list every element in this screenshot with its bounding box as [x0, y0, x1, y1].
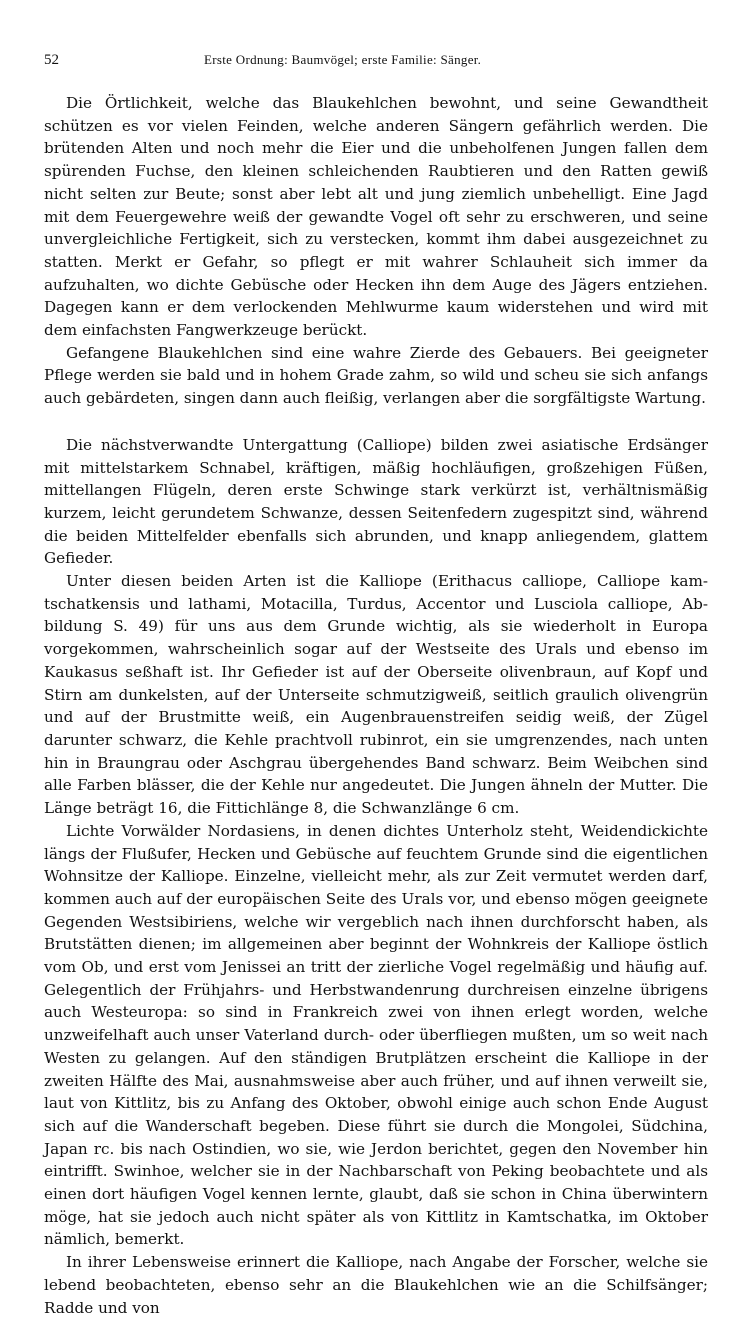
paragraph-predators: Die Örtlichkeit, welche das Blaukehlchen bewohnt, und seine Gewandtheit schützen es vor vielen Feinden, welche anderen Sängern gefährlich werden. Die brütenden Alten und noch mehr die Eier und die unbeholfenen Jungen fallen dem spürenden Fuchse, den kleinen schleichenden Raubtieren und den Ratten gewiß nicht selten zur Beute; sonst aber lebt alt und jung ziemlich unbehelligt. Eine Jagd mit dem Feuergewehre weiß der gewandte Vogel oft sehr zu erschweren, und seine unvergleichliche Fertigkeit, sich zu verstecken, kommt ihm dabei ausgezeichnet zu statten. Merkt er Gefahr, so pflegt er mit wahrer Schlauheit sich immer da aufzuhalten, wo dichte Gebüsche oder Hecken ihn dem Auge des Jägers entziehen. Dagegen kann er dem verlockenden Mehlwurme kaum widerstehen und wird mit dem einfachsten Fangwerkzeuge berückt.	[44, 94, 708, 340]
paragraph-calliope-lifestyle: In ihrer Lebensweise erinnert die Kalliope, nach Angabe der Forscher, welche sie lebend beobachteten, ebenso sehr an die Blaukehlchen wie an die Schilfsänger; Radde und von	[44, 1253, 708, 1317]
paragraph-calliope-genus: Die nächstverwandte Untergattung (Calliope) bilden zwei asiatische Erdsänger mit mittelstarkem Schnabel, kräftigen, mäßig hochläufigen, großzehigen Füßen, mittellangen Flügeln, deren erste Schwinge stark verkürzt ist, verhältnismäßig kurzem, leicht gerundetem Schwanze, dessen Seitenfedern zugespitzt sind, während die beiden Mittelfelder ebenfalls sich abrunden, und knapp anliegendem, glattem Gefieder.	[44, 435, 708, 568]
page-header	[44, 52, 704, 74]
page-number: 52	[44, 52, 59, 68]
running-head: Erste Ordnung: Baumvögel; erste Familie: Sänger.	[204, 52, 482, 67]
paragraph-calliope-range: Lichte Vorwälder Nordasiens, in denen dichtes Unterholz steht, Weidendickichte längs der Flußufer, Hecken und Gebüsche auf feuchtem Grunde sind die eigentlichen Wohnsitze der Kalliope. Einzelne, vielleicht mehr, als zur Zeit vermutet werden darf, kommen auch auf der europäischen Seite des Urals vor, und ebenso mögen geeignete Gegenden Westsibiriens, welche wir vergeblich nach ihnen durchforscht haben, als Brutstätten dienen; im allgemeinen aber beginnt der Wohnkreis der Kalliope östlich vom Ob, und erst vom Jenissei an tritt der zierliche Vogel regelmäßig und häufig auf. Gelegentlich der Frühjahrs- und Herbstwandenrung durchreisen einzelne übrigens auch Westeuropa: so sind in Frankreich zwei von ihnen erlegt worden, welche unzweifelhaft auch unser Vaterland durch- oder überfliegen mußten, um so weit nach Westen zu gelangen. Auf den ständigen Brutplätzen erscheint die Kalliope in der zweiten Hälfte des Mai, ausnahmsweise aber auch früher, und auf ihnen verweilt sie, laut von Kittlitz, bis zu Anfang des Oktober, obwohl einige auch schon Ende August sich auf die Wanderschaft begeben. Diese führt sie durch die Mongolei, Südchina, Japan rc. bis nach Ostindien, wo sie, wie Jerdon berichtet, gegen den November hin eintrifft. Swinhoe, welcher sie in der Nachbarschaft von Peking beobachtete und als einen dort häufigen Vogel kennen lernte, glaubt, daß sie schon in China überwintern möge, hat sie jedoch auch nicht später als von Kittlitz in Kamtschatka, im Oktober nämlich, bemerkt.	[44, 821, 708, 1249]
paragraph-calliope-description: Unter diesen beiden Arten ist die Kalliope (Erithacus calliope, Calliope kamtschatkensis und lathami, Motacilla, Turdus, Accentor und Lusciola calliope, Abbildung S. 49) für uns aus dem Grunde wichtig, als sie wiederholt in Europa vorgekommen, wahrscheinlich sogar auf der Westseite des Urals und ebenso im Kaukasus seßhaft ist. Ihr Gefieder ist auf der Oberseite olivenbraun, auf Kopf und Stirn am dunkelsten, auf der Unterseite schmutzigweiß, seitlich graulich olivengrün und auf der Brustmitte weiß, ein Augenbrauenstreifen seidig weiß, der Zügel darunter schwarz, die Kehle prachtvoll rubinrot, ein sie umgrenzendes, nach unten hin in Braungrau oder Aschgrau übergehendes Band schwarz. Beim Weibchen sind alle Farben blässer, die der Kehle nur angedeutet. Die Jungen ähneln der Mutter. Die Länge beträgt 16, die Fittichlänge 8, die Schwanzlänge 6 cm.	[44, 572, 708, 818]
paragraph-captivity: Gefangene Blaukehlchen sind eine wahre Zierde des Gebauers. Bei geeigneter Pflege werden sie bald und in hohem Grade zahm, so wild und scheu sie sich anfangs auch gebärdeten, singen dann auch fleißig, verlangen aber die sorgfältigste Wartung.	[44, 343, 708, 408]
body-text	[44, 92, 708, 1319]
